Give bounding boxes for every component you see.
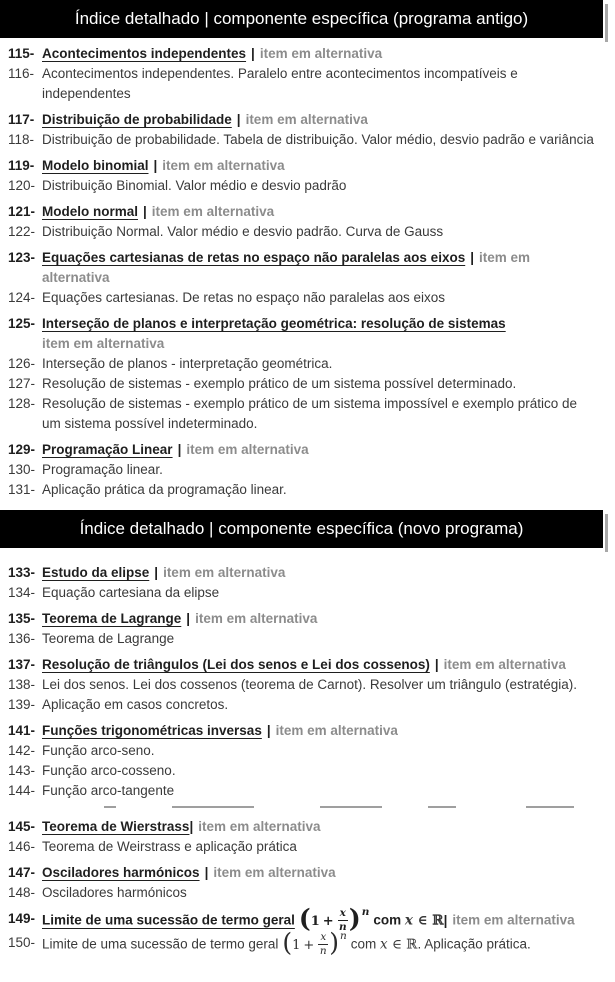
- cropped-text-artifact: [42, 802, 595, 811]
- entry-text: [42, 222, 595, 242]
- index-entry-sub: [0, 176, 615, 196]
- entry-text: [42, 248, 595, 288]
- entry-description: Lei dos senos. Lei dos cossenos (teorema de Carnot). Resolver um triângulo (estratégia).: [42, 677, 578, 692]
- topic-group: [0, 440, 615, 500]
- section-header-title: Índice detalhado | componente específica (programa antigo): [74, 9, 529, 28]
- index-entry-sub: [0, 761, 615, 781]
- separator-pipe: |: [470, 250, 474, 265]
- entry-title: Resolução de triângulos (Lei dos senos e Lei dos cossenos): [42, 657, 430, 672]
- topic-group: [0, 817, 615, 857]
- artifact-dash: [172, 806, 254, 808]
- entry-number: 116-: [8, 66, 35, 81]
- math-close-paren: ): [329, 928, 340, 957]
- index-entry-main: [0, 817, 615, 837]
- entry-number: 117-: [8, 112, 35, 127]
- alternative-item-tag: item em alternativa: [42, 336, 165, 351]
- topic-group: [0, 609, 615, 649]
- entry-text: [42, 781, 595, 801]
- entry-number: 142-: [8, 743, 36, 758]
- entry-number: 148-: [8, 885, 36, 900]
- index-entry-sub: [0, 130, 615, 150]
- topic-group: [0, 156, 615, 196]
- index-entry-sub: [0, 460, 615, 480]
- math-open-paren: (: [298, 904, 311, 933]
- index-entry-sub: [0, 583, 615, 603]
- separator-pipe: |: [236, 112, 241, 127]
- artifact-dash: [428, 806, 456, 808]
- entry-number: 131-: [8, 482, 36, 497]
- entry-description: Equações cartesianas. De retas no espaço não paralelas aos eixos: [42, 290, 445, 305]
- topic-group: [0, 904, 615, 957]
- alternative-item-tag: item em alternativa: [42, 250, 531, 285]
- entry-number: 123-: [8, 250, 36, 265]
- alternative-item-tag: item em alternativa: [186, 442, 309, 457]
- entry-number: 122-: [8, 224, 36, 239]
- entry-title: Modelo normal: [42, 204, 139, 219]
- math-plus: +: [303, 937, 315, 953]
- entry-number: 135-: [8, 611, 36, 626]
- entry-text: [42, 563, 595, 583]
- math-variable: x: [380, 936, 388, 953]
- entry-number: 115-: [8, 46, 35, 61]
- entry-text: [42, 394, 595, 434]
- entry-number: 128-: [8, 396, 36, 411]
- entry-description: Limite de uma sucessão de termo geral: [42, 936, 279, 952]
- entry-text: [42, 314, 595, 354]
- index-entry-sub: [0, 64, 615, 104]
- entry-text: [42, 741, 595, 761]
- entry-number: 144-: [8, 783, 36, 798]
- topic-group: [0, 44, 615, 104]
- math-superscript-n: n: [340, 929, 347, 942]
- separator-pipe: |: [186, 611, 191, 626]
- entry-title: Estudo da elipse: [42, 565, 150, 580]
- entry-text: [42, 695, 595, 715]
- entry-number: 121-: [8, 204, 36, 219]
- math-close-paren: ): [348, 904, 361, 933]
- artifact-dash: [526, 806, 574, 808]
- math-fraction-denominator: n: [319, 944, 327, 957]
- entry-title: Equações cartesianas de retas no espaço não paralelas aos eixos: [42, 250, 466, 265]
- entry-title: Distribuição de probabilidade: [42, 112, 232, 127]
- separator-pipe: |: [154, 565, 159, 580]
- topic-group: [0, 563, 615, 603]
- entry-text: [42, 761, 595, 781]
- index-entry-main: [0, 202, 615, 222]
- index-entry-main: [0, 314, 615, 354]
- alternative-item-tag: item em alternativa: [452, 912, 575, 928]
- entry-description: Equação cartesiana da elipse: [42, 585, 220, 600]
- math-expression: [282, 928, 347, 957]
- entry-number: 134-: [8, 585, 36, 600]
- math-superscript-n: n: [361, 905, 370, 918]
- entry-text: [42, 675, 595, 695]
- index-entry-sub: [0, 883, 615, 903]
- entry-text: [42, 583, 595, 603]
- entry-description: Aplicação em casos concretos.: [42, 697, 229, 712]
- topic-group: [0, 110, 615, 150]
- entry-text: [42, 928, 595, 957]
- separator-pipe: |: [177, 442, 182, 457]
- index-entry-sub: [0, 741, 615, 761]
- math-expression: [298, 904, 370, 933]
- entry-number: 139-: [8, 697, 36, 712]
- index-entry-sub: [0, 374, 615, 394]
- entry-text: [42, 883, 595, 903]
- entry-description: Acontecimentos independentes. Paralelo entre acontecimentos incompatíveis e independentes: [42, 66, 518, 101]
- alternative-item-tag: item em alternativa: [151, 204, 275, 219]
- separator-pipe: |: [443, 912, 448, 928]
- entry-number: 141-: [8, 723, 36, 738]
- entry-text: [42, 354, 595, 374]
- entry-number: 150-: [8, 935, 36, 950]
- entry-title: Modelo binomial: [42, 158, 149, 173]
- entry-text: [42, 863, 595, 883]
- entry-description: Função arco-cosseno.: [42, 763, 176, 778]
- alternative-item-tag: item em alternativa: [198, 819, 321, 834]
- math-plus: +: [322, 913, 334, 929]
- index-entry-main: [0, 440, 615, 460]
- entry-title: Limite de uma sucessão de termo geral: [42, 912, 295, 928]
- index-entry-sub: [0, 288, 615, 308]
- separator-pipe: |: [143, 204, 147, 219]
- index-entry-sub: [0, 695, 615, 715]
- entry-text: [42, 629, 595, 649]
- math-set-symbol: ∈ ℝ: [412, 912, 444, 929]
- math-set-symbol: ∈ ℝ: [387, 936, 418, 953]
- index-entry-main: [0, 156, 615, 176]
- separator-pipe: |: [266, 723, 271, 738]
- entry-text: [42, 110, 595, 130]
- index-entry-sub: [0, 222, 615, 242]
- entry-text: [42, 440, 595, 460]
- entry-number: 146-: [8, 839, 36, 854]
- entry-text: [42, 904, 595, 933]
- entry-title: Funções trigonométricas inversas: [42, 723, 262, 738]
- entry-title: Programação Linear: [42, 442, 173, 457]
- entry-text: [42, 64, 595, 104]
- entry-number: 130-: [8, 462, 36, 477]
- entry-description: Função arco-tangente: [42, 783, 175, 798]
- entry-text: [42, 288, 595, 308]
- entry-description: Distribuição Binomial. Valor médio e desvio padrão: [42, 178, 347, 193]
- section-header-bar: [0, 0, 603, 38]
- math-fraction-numerator: x: [339, 907, 346, 919]
- math-variable: x: [404, 912, 413, 929]
- index-entry-main: [0, 721, 615, 741]
- alternative-item-tag: item em alternativa: [259, 46, 383, 61]
- topic-group: [0, 863, 615, 903]
- entry-number: 145-: [8, 819, 36, 834]
- entry-text: [42, 655, 595, 675]
- entry-text: [42, 130, 595, 150]
- alternative-item-tag: item em alternativa: [443, 657, 566, 672]
- index-entry-main: [0, 904, 615, 933]
- index-entry-main: [0, 248, 615, 288]
- entry-number: 119-: [8, 158, 35, 173]
- separator-pipe: |: [153, 158, 158, 173]
- entry-title: Osciladores harmónicos: [42, 865, 200, 880]
- entry-number: 138-: [8, 677, 36, 692]
- entry-text: [42, 176, 595, 196]
- entry-title: Teorema de Wierstrass: [42, 819, 190, 834]
- entry-description: Função arco-seno.: [42, 743, 155, 758]
- entry-description: Teorema de Lagrange: [42, 631, 175, 646]
- index-entry-main: [0, 110, 615, 130]
- entry-text: [42, 480, 595, 500]
- index-entry-sub: [0, 394, 615, 434]
- index-entry-main: [0, 655, 615, 675]
- entry-text: [42, 202, 595, 222]
- entry-title: Interseção de planos e interpretação geométrica: resolução de sistemas: [42, 316, 506, 331]
- index-entry-sub: [0, 480, 615, 500]
- alternative-item-tag: item em alternativa: [195, 611, 318, 626]
- alternative-item-tag: item em alternativa: [245, 112, 368, 127]
- entry-number: 143-: [8, 763, 36, 778]
- entry-number: 137-: [8, 657, 36, 672]
- entry-number: 125-: [8, 316, 36, 331]
- index-entry-sub: [0, 837, 615, 857]
- entry-text: [42, 837, 595, 857]
- math-fraction-numerator: x: [320, 931, 327, 943]
- entry-number: 118-: [8, 132, 35, 147]
- entry-number: 129-: [8, 442, 36, 457]
- entry-description: Distribuição Normal. Valor médio e desvio padrão. Curva de Gauss: [42, 224, 444, 239]
- entry-description: com: [350, 936, 381, 952]
- artifact-dash: [320, 806, 382, 808]
- entry-title: Acontecimentos independentes: [42, 46, 247, 61]
- alternative-item-tag: item em alternativa: [162, 158, 285, 173]
- section-header-bar: [0, 510, 603, 548]
- topic-group: [0, 202, 615, 242]
- entry-number: 136-: [8, 631, 36, 646]
- separator-pipe: |: [204, 865, 209, 880]
- entry-number: 133-: [8, 565, 36, 580]
- index-entry-sub: [0, 354, 615, 374]
- entry-description: Resolução de sistemas - exemplo prático de um sistema possível determinado.: [42, 376, 517, 391]
- entry-description: Aplicação prática da programação linear.: [42, 482, 287, 497]
- alternative-item-tag: item em alternativa: [213, 865, 336, 880]
- index-entry-sub: [0, 781, 615, 801]
- entry-description: . Aplicação prática.: [417, 936, 531, 952]
- index-entry-main: [0, 44, 615, 64]
- entry-description: Osciladores harmónicos: [42, 885, 187, 900]
- math-one: 1: [310, 913, 320, 929]
- entry-number: 127-: [8, 376, 36, 391]
- entry-description: Resolução de sistemas - exemplo prático de um sistema impossível e exemplo prático de um sistema possível indeterminado.: [42, 396, 577, 431]
- entry-title: Teorema de Lagrange: [42, 611, 182, 626]
- topic-group: [0, 721, 615, 811]
- entry-text: [42, 721, 595, 741]
- math-fraction-denominator: n: [338, 920, 347, 933]
- entry-text: [42, 44, 595, 64]
- entry-number: 147-: [8, 865, 36, 880]
- entry-number: 124-: [8, 290, 36, 305]
- entry-text: [42, 156, 595, 176]
- math-open-paren: (: [282, 928, 293, 957]
- math-one: 1: [292, 937, 301, 953]
- entry-description: Teorema de Weirstrass e aplicação prática: [42, 839, 297, 854]
- entry-number: 149-: [8, 911, 36, 926]
- topic-group: [0, 314, 615, 434]
- index-entry-main: [0, 563, 615, 583]
- entry-description: Programação linear.: [42, 462, 163, 477]
- index-entry-sub: [0, 928, 615, 957]
- entry-number: 126-: [8, 356, 36, 371]
- entry-text: [42, 460, 595, 480]
- entry-description: Interseção de planos - interpretação geométrica.: [42, 356, 333, 371]
- artifact-dash: [104, 806, 116, 808]
- entry-description: Distribuição de probabilidade. Tabela de distribuição. Valor médio, desvio padrão e variância: [42, 132, 594, 147]
- separator-pipe: |: [251, 46, 255, 61]
- alternative-item-tag: item em alternativa: [163, 565, 286, 580]
- index-entry-main: [0, 863, 615, 883]
- separator-pipe: |: [434, 657, 439, 672]
- index-entry-sub: [0, 629, 615, 649]
- math-fraction: [318, 932, 328, 956]
- topic-group: [0, 248, 615, 308]
- alternative-item-tag: item em alternativa: [275, 723, 398, 738]
- entry-text: [42, 609, 595, 629]
- entry-text: [42, 374, 595, 394]
- index-entry-sub: [0, 675, 615, 695]
- entry-text: [42, 817, 595, 837]
- entry-bold-text: com: [373, 912, 405, 928]
- index-entry-main: [0, 609, 615, 629]
- entry-number: 120-: [8, 178, 36, 193]
- topic-group: [0, 655, 615, 715]
- section-header-title: Índice detalhado | componente específica (novo programa): [79, 519, 524, 538]
- separator-pipe: |: [189, 819, 194, 834]
- math-fraction: [338, 908, 348, 932]
